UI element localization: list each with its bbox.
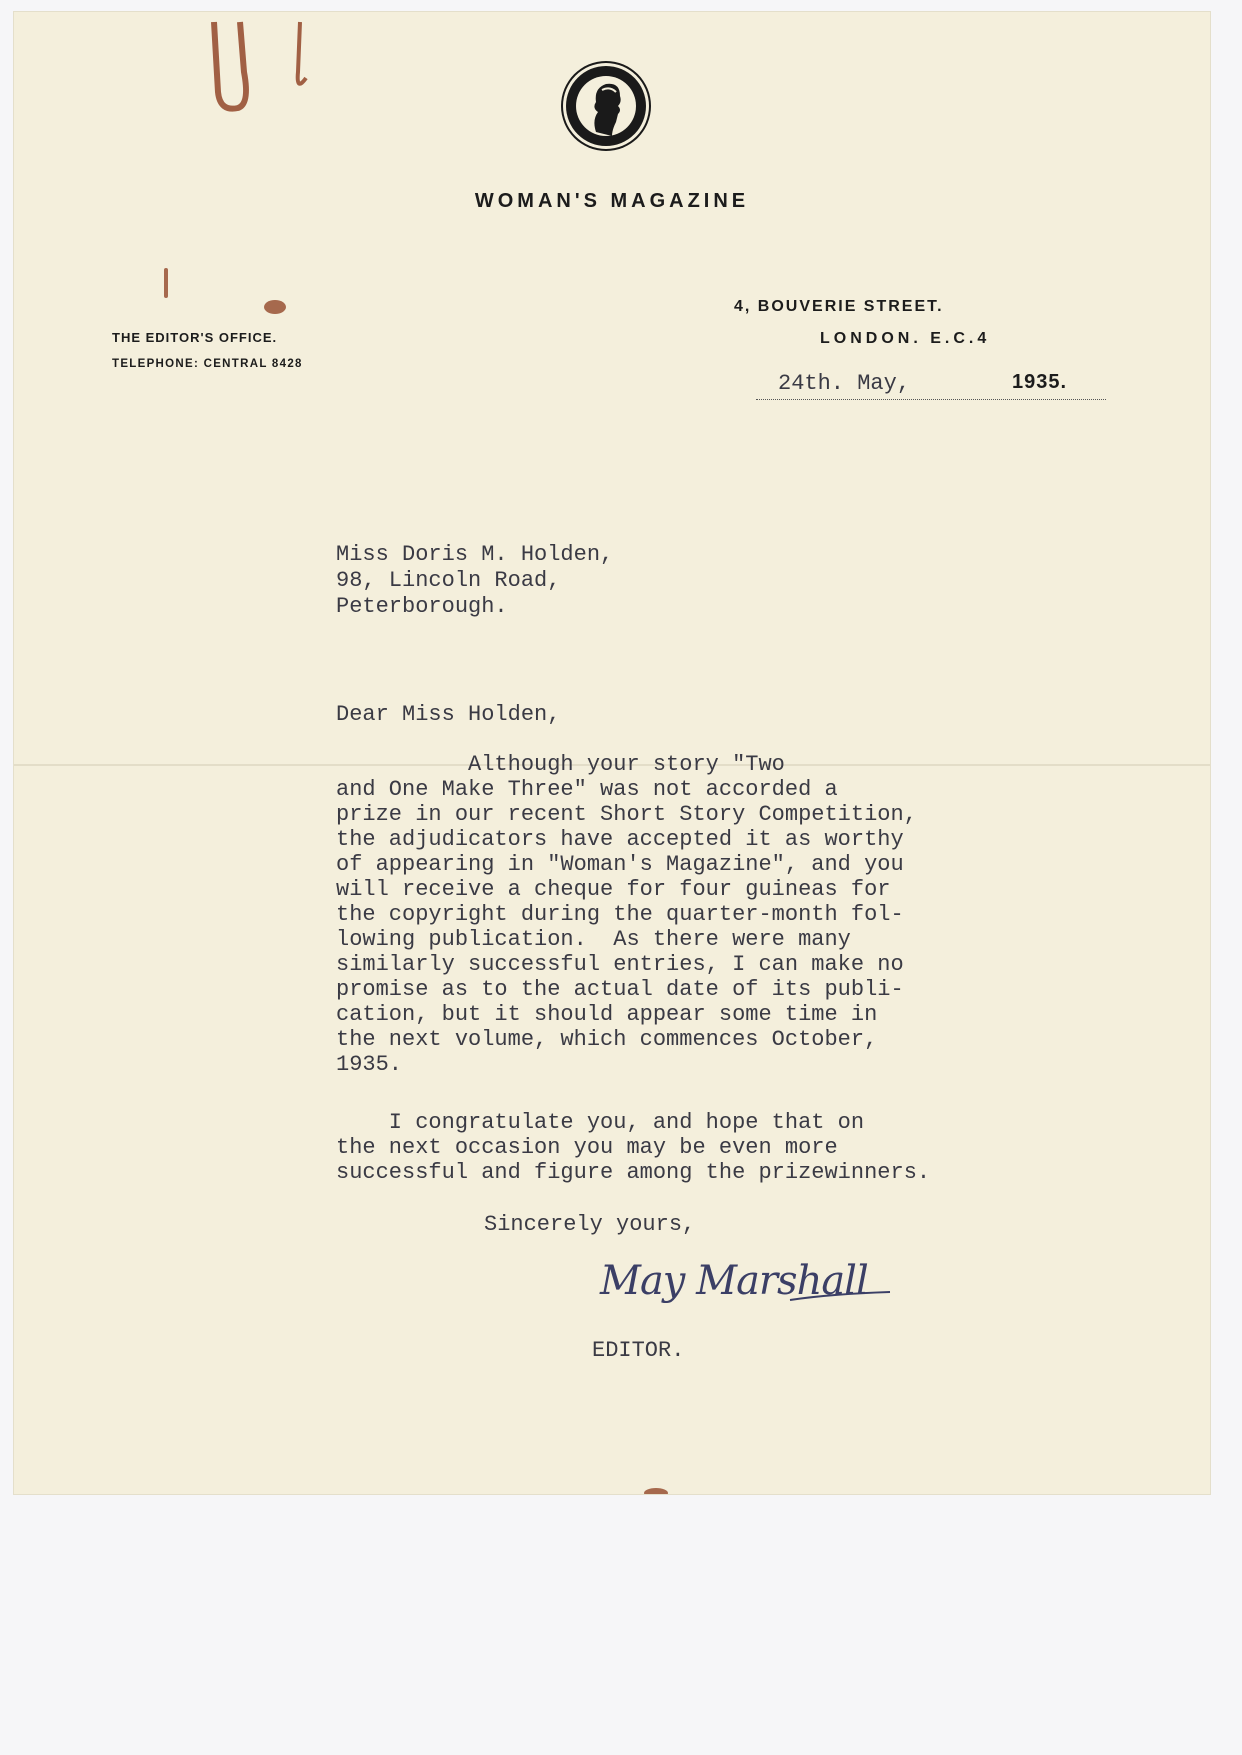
date-line [756, 371, 1106, 400]
rust-spot [644, 1488, 668, 1494]
rust-spot [164, 268, 168, 298]
signatory-title: EDITOR. [592, 1338, 685, 1363]
salutation: Dear Miss Holden, [336, 702, 561, 727]
recipient-street: 98, Lincoln Road, [336, 568, 561, 593]
rust-stain-icon [110, 12, 370, 132]
telephone-number: TELEPHONE: CENTRAL 8428 [112, 358, 303, 370]
magazine-logo [566, 66, 646, 146]
recipient-name: Miss Doris M. Holden, [336, 542, 614, 567]
signature-flourish [600, 1252, 900, 1332]
body-paragraph: I congratulate you, and hope that on the next occasion you may be even more successful and figure among the prizewinners. [336, 1110, 931, 1185]
date-year: 1935. [1012, 371, 1068, 393]
signature-text: May Marshall [600, 1258, 868, 1304]
editor-office-label: THE EDITOR'S OFFICE. [112, 330, 278, 345]
address-city: LONDON. E.C.4 [820, 330, 991, 347]
rust-spot [264, 300, 286, 314]
date-day-month: 24th. May, [778, 371, 911, 396]
letter-sheet [14, 12, 1210, 1494]
signature [600, 1252, 900, 1332]
recipient-city: Peterborough. [336, 594, 508, 619]
address-street: 4, BOUVERIE STREET. [734, 298, 944, 315]
recipient-address [336, 542, 613, 620]
masthead-title: WOMAN'S MAGAZINE [474, 190, 750, 212]
woman-profile-cameo-icon [566, 66, 646, 146]
closing: Sincerely yours, [484, 1212, 696, 1237]
body-paragraph: Although your story "Two and One Make Three" was not accorded a prize in our recent Short Story Competition, the adjudicators have accepted it as worthy of appearing in "Woman's Magazine", and you will receive a cheque for four guineas for the copyright during the quarter-month fol- lowing publication. As there were many similarly successful entries, I can make no promise as to the actual date of its publi- cation, but it should appear some time in the next volume, which commences October, 1935. [336, 752, 917, 1077]
